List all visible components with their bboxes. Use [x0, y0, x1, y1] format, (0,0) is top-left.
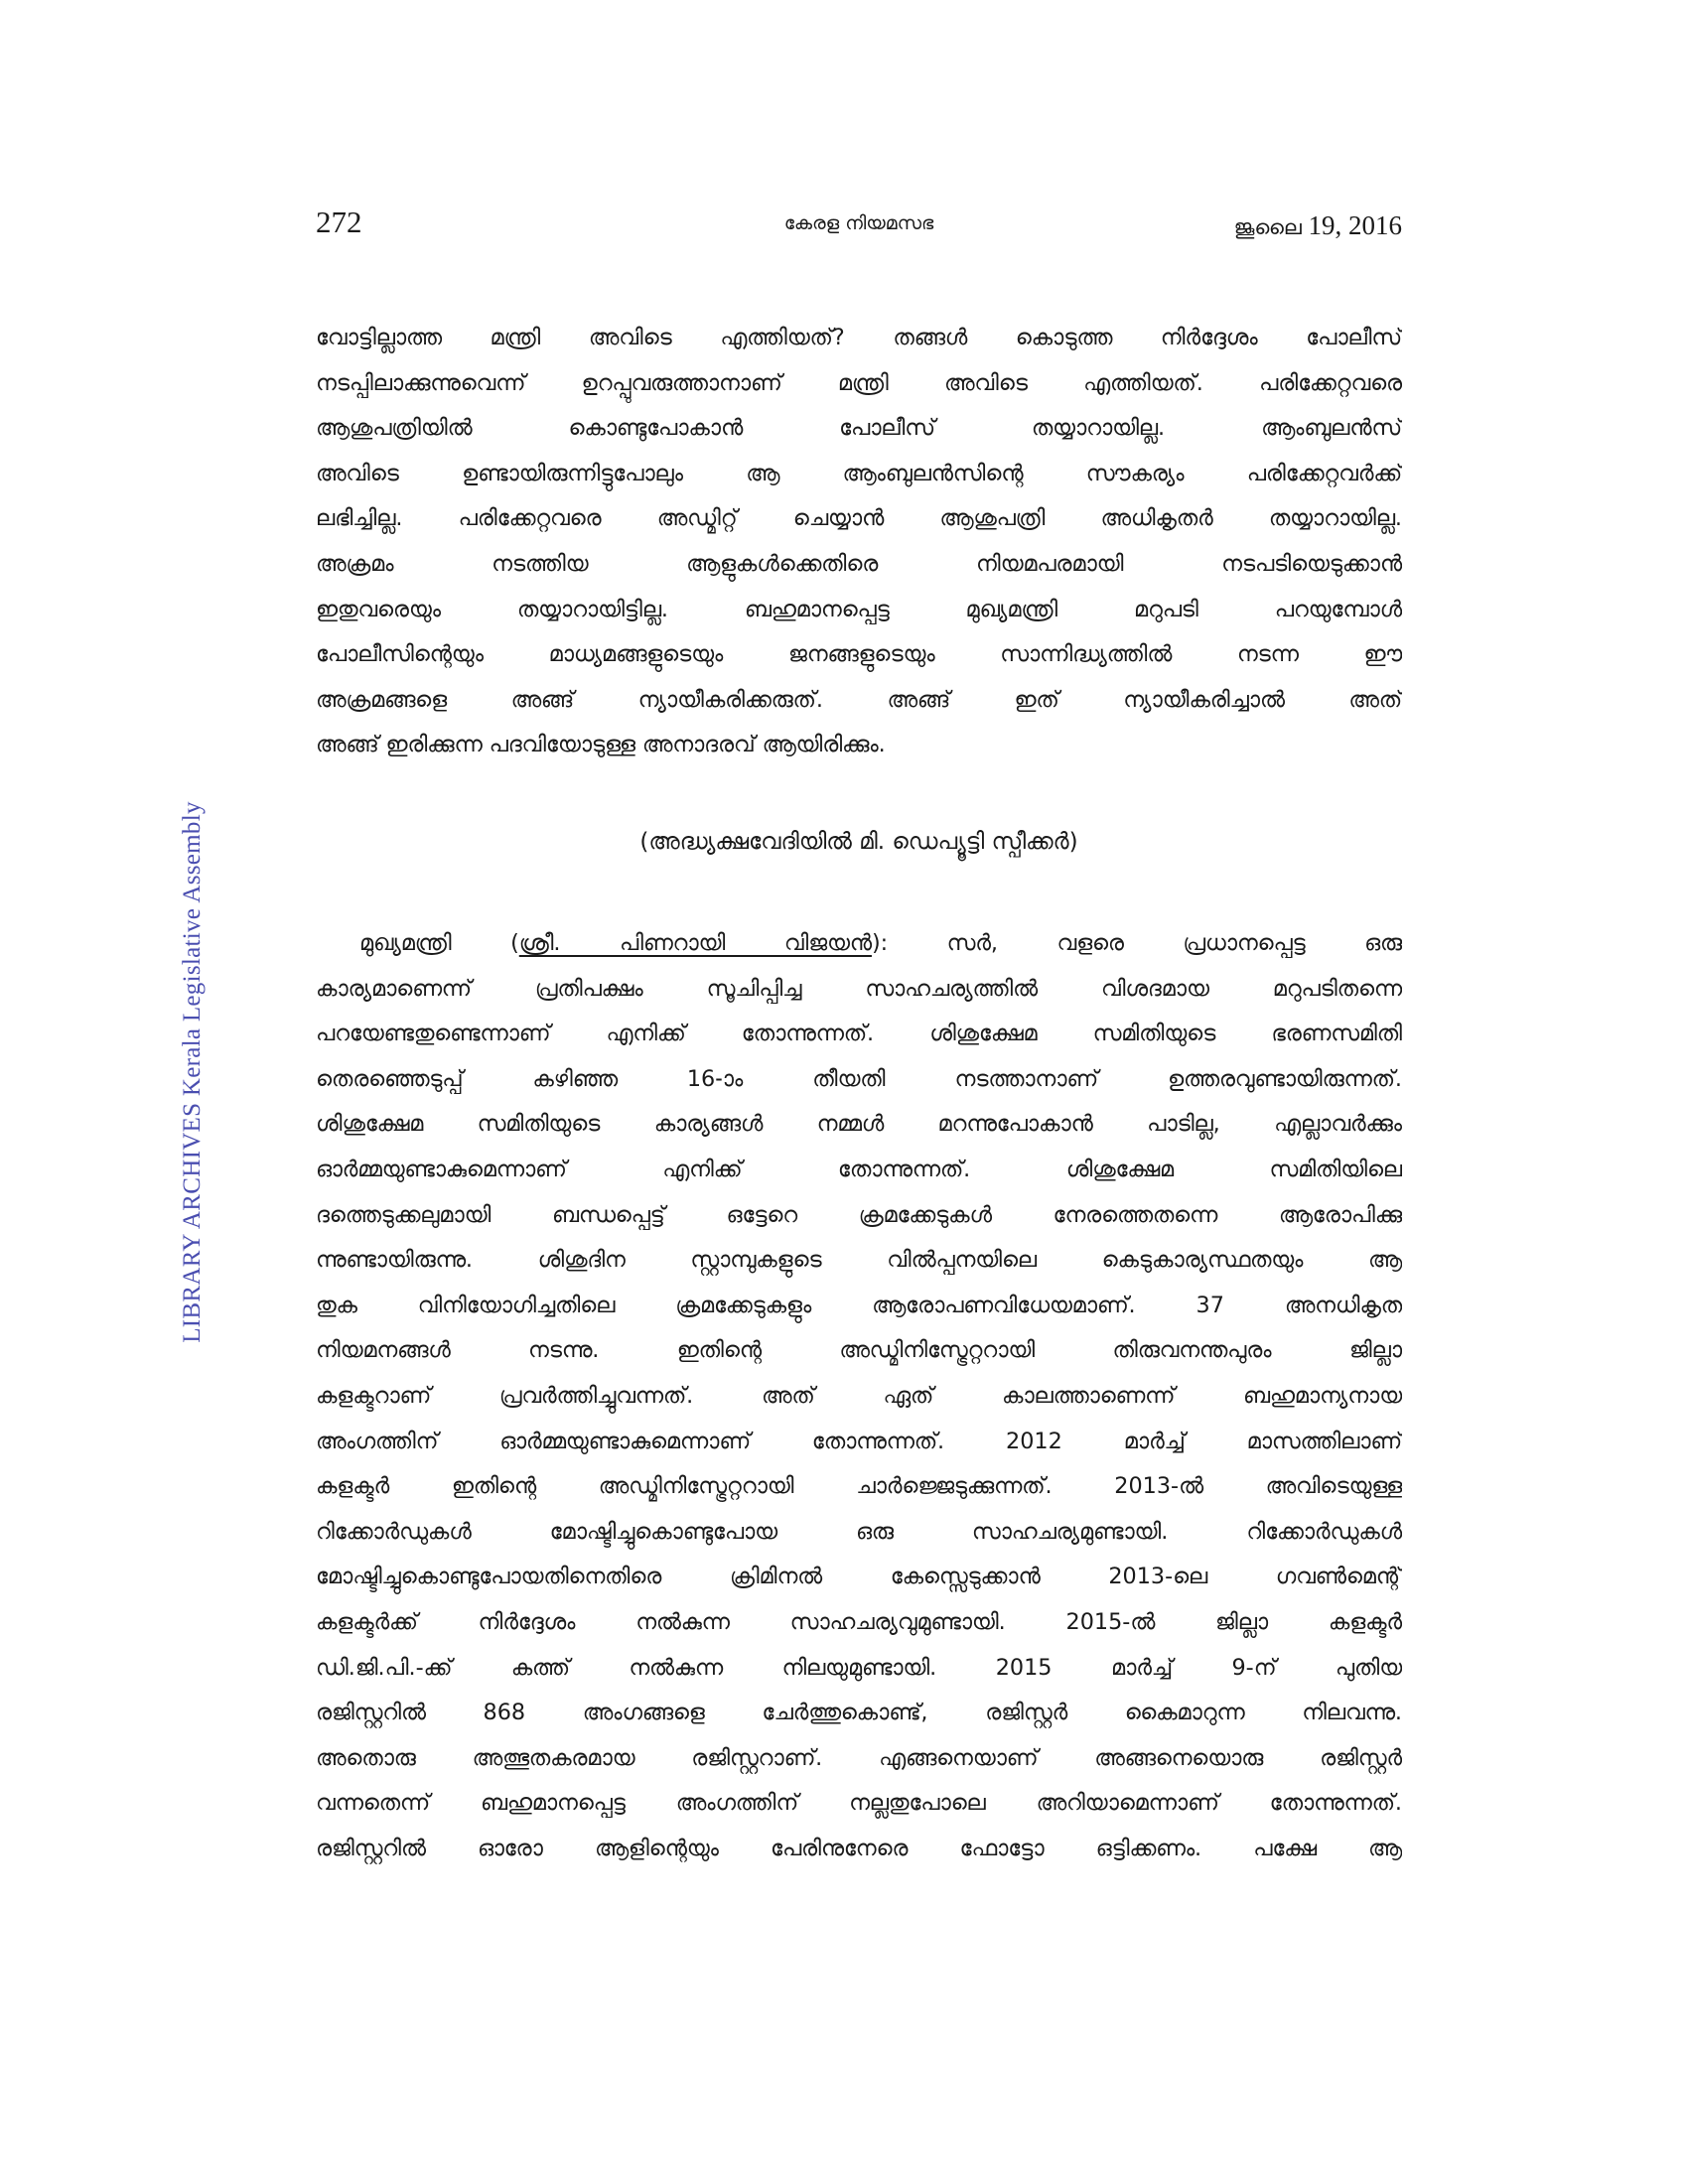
paragraph-chief-minister-reply — [316, 921, 1402, 1871]
text-line: അവിടെ ഉണ്ടായിരുന്നിട്ടുപോലും ആ ആംബുലൻസിന്റെ സൗകര്യം പരിക്കേറ്റവർക്ക് — [316, 460, 1402, 486]
text-line: ദത്തെടുക്കലുമായി ബന്ധപ്പെട്ട് ഒട്ടേറെ ക്രമക്കേടുകൾ നേരത്തെതന്നെ ആരോപിക്കു — [316, 1201, 1402, 1228]
text-line: നിയമനങ്ങൾ നടന്നു. ഇതിന്റെ അഡ്മിനിസ്ട്രേറ്ററായി തിരുവനന്തപുരം ജില്ലാ — [316, 1337, 1402, 1364]
text-line: കളക്ടർക്ക് നിർദ്ദേശം നൽകുന്ന സാഹചര്യവുമുണ്ടായി. 2015-ൽ ജില്ലാ കളക്ടർ — [316, 1608, 1402, 1635]
text-line: അംഗത്തിന് ഓർമ്മയുണ്ടാകുമെന്നാണ് തോന്നുന്നത്. 2012 മാർച്ച് മാസത്തിലാണ് — [316, 1428, 1402, 1454]
text-line: രജിസ്റ്ററിൽ 868 അംഗങ്ങളെ ചേർത്തുകൊണ്ട്, രജിസ്റ്റർ കൈമാറുന്ന നിലവന്നു. — [316, 1700, 1402, 1726]
speaker-intro-text: ): സർ, വളരെ പ്രധാനപ്പെട്ട ഒരു — [871, 930, 1402, 956]
text-line: നടപ്പിലാക്കുന്നുവെന്ന് ഉറപ്പുവരുത്താനാണ് മന്ത്രി അവിടെ എത്തിയത്. പരിക്കേറ്റവരെ — [316, 369, 1402, 396]
text-line: ന്നുണ്ടായിരുന്നു. ശിശുദിന സ്റ്റാമ്പുകളുടെ വിൽപ്പനയിലെ കെടുകാര്യസ്ഥതയും ആ — [316, 1247, 1402, 1274]
publication-title: കേരള നിയമസഭ — [783, 212, 934, 234]
speaker-role: മുഖ്യമന്ത്രി ( — [359, 930, 519, 956]
chair-note-heading: (അദ്ധ്യക്ഷവേദിയിൽ മി. ഡെപ്യൂട്ടി സ്പീക്കർ) — [639, 829, 1078, 855]
archive-watermark-text: LIBRARY ARCHIVES Kerala Legislative Assembly — [179, 801, 206, 1343]
text-line: പറയേണ്ടതുണ്ടെന്നാണ് എനിക്ക് തോന്നുന്നത്. ശിശുക്ഷേമ സമിതിയുടെ ഭരണസമിതി — [316, 1021, 1402, 1047]
page-header — [316, 205, 1402, 248]
text-line: രജിസ്റ്ററിൽ ഓരോ ആളിന്റെയും പേരിനുനേരെ ഫോട്ടോ ഒട്ടിക്കണം. പക്ഷേ ആ — [316, 1835, 1402, 1861]
speaker-name: ശ്രീ. പിണറായി വിജയൻ — [518, 930, 872, 956]
text-line: അങ്ങ് ഇരിക്കുന്ന പദവിയോടുള്ള അനാദരവ് ആയിരിക്കും. — [316, 732, 886, 758]
session-date-day-year: 19, 2016 — [1308, 210, 1402, 240]
text-line: തുക വിനിയോഗിച്ചതിലെ ക്രമക്കേടുകളും ആരോപണവിധേയമാണ്. 37 അനധികൃത — [316, 1292, 1402, 1318]
text-line: ലഭിച്ചില്ല. പരിക്കേറ്റവരെ അഡ്മിറ്റ് ചെയ്യാൻ ആശുപത്രി അധികൃതർ തയ്യാറായില്ല. — [316, 505, 1402, 532]
session-date — [1234, 210, 1402, 241]
page-number: 272 — [316, 205, 362, 239]
text-line: റിക്കോർഡുകൾ മോഷ്ടിച്ചുകൊണ്ടുപോയ ഒരു സാഹചര്യമുണ്ടായി. റിക്കോർഡുകൾ — [316, 1518, 1402, 1545]
text-line: കളക്ടറാണ് പ്രവർത്തിച്ചുവന്നത്. അത് ഏത് കാലത്താണെന്ന് ബഹുമാന്യനായ — [316, 1382, 1402, 1409]
text-line: ഡി.ജി.പി.-ക്ക് കത്ത് നൽകുന്ന നിലയുമുണ്ടായി. 2015 മാർച്ച് 9-ന് പുതിയ — [316, 1654, 1402, 1681]
speaker-intro-line — [316, 921, 1402, 967]
text-line: അക്രമങ്ങളെ അങ്ങ് ന്യായീകരിക്കരുത്. അങ്ങ് ഇത് ന്യായീകരിച്ചാൽ അത് — [316, 686, 1402, 713]
text-line: മോഷ്ടിച്ചുകൊണ്ടുപോയതിനെതിരെ ക്രിമിനൽ കേസ്സെടുക്കാൻ 2013-ലെ ഗവൺമെന്റ് — [316, 1564, 1402, 1590]
text-line: അതൊരു അത്ഭുതകരമായ രജിസ്റ്ററാണ്. എങ്ങനെയാണ് അങ്ങനെയൊരു രജിസ്റ്റർ — [316, 1744, 1402, 1771]
text-line: ആശുപത്രിയിൽ കൊണ്ടുപോകാൻ പോലീസ് തയ്യാറായില്ല. ആംബുലൻസ് — [316, 415, 1402, 442]
text-line: കാര്യമാണെന്ന് പ്രതിപക്ഷം സൂചിപ്പിച്ച സാഹചര്യത്തിൽ വിശദമായ മറുപടിതന്നെ — [316, 975, 1402, 1002]
text-line: കളക്ടർ ഇതിന്റെ അഡ്മിനിസ്ട്രേറ്ററായി ചാർജ്ജെടുക്കുന്നത്. 2013-ൽ അവിടെയുള്ള — [316, 1473, 1402, 1500]
text-line: പോലീസിന്റെയും മാധ്യമങ്ങളുടെയും ജനങ്ങളുടെയും സാന്നിദ്ധ്യത്തിൽ നടന്ന ഈ — [316, 641, 1402, 668]
text-line: ശിശുക്ഷേമ സമിതിയുടെ കാര്യങ്ങൾ നമ്മൾ മറന്നുപോകാൻ പാടില്ല, എല്ലാവർക്കും — [316, 1111, 1402, 1138]
text-line: തെരഞ്ഞെടുപ്പ് കഴിഞ്ഞ 16-ാം തീയതി നടത്താനാണ് ഉത്തരവുണ്ടായിരുന്നത്. — [316, 1065, 1402, 1092]
text-line: വന്നതെന്ന് ബഹുമാനപ്പെട്ട അംഗത്തിന് നല്ലതുപോലെ അറിയാമെന്നാണ് തോന്നുന്നത്. — [316, 1790, 1402, 1817]
text-line: അക്രമം നടത്തിയ ആളുകൾക്കെതിരെ നിയമപരമായി നടപടിയെടുക്കാൻ — [316, 550, 1402, 577]
paragraph-opposition-speech — [316, 316, 1402, 768]
text-line: ഓർമ്മയുണ്ടാകുമെന്നാണ് എനിക്ക് തോന്നുന്നത്. ശിശുക്ഷേമ സമിതിയിലെ — [316, 1156, 1402, 1182]
session-date-month: ജൂലൈ — [1233, 215, 1302, 239]
text-line: വോട്ടില്ലാത്ത മന്ത്രി അവിടെ എത്തിയത്? തങ്ങൾ കൊടുത്ത നിർദ്ദേശം പോലീസ് — [316, 325, 1402, 350]
text-line: ഇതുവരെയും തയ്യാറായിട്ടില്ല. ബഹുമാനപ്പെട്ട മുഖ്യമന്ത്രി മറുപടി പറയുമ്പോൾ — [316, 596, 1402, 622]
